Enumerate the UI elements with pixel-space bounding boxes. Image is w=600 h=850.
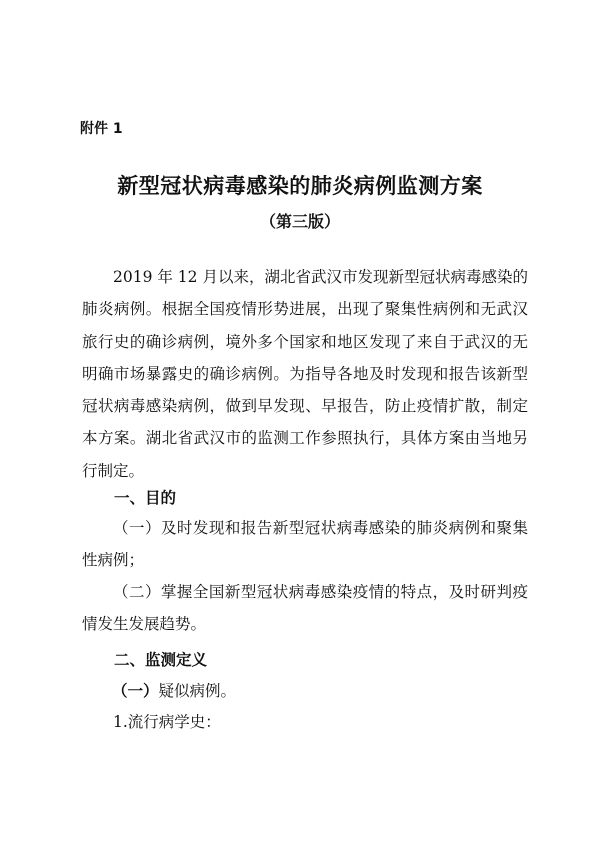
epidemiology-history-item: 1.流行病学史：: [113, 713, 221, 731]
goal-item-2: （二）掌握全国新型冠状病毒感染疫情的特点，及时研判疫情发生发展趋势。: [82, 583, 528, 634]
intro-paragraph: 2019 年 12 月以来，湖北省武汉市发现新型冠状病毒感染的肺炎病例。根据全国疫情形势进展，出现了聚集性病例和无武汉旅行史的确诊病例，境外多个国家和地区发现了来自于武汉的无明确市场暴露史的确诊病例。为指导各地及时发现和报告该新型冠状病毒感染病例，做到早发现、早报告，防止疫情扩散，制定本方案。湖北省武汉市的监测工作参照执行，具体方案由当地另行制定。: [82, 268, 528, 480]
goal-item-1: （一）及时发现和报告新型冠状病毒感染的肺炎病例和聚集性病例；: [82, 519, 528, 570]
section-goal-heading: 一、目的: [114, 489, 177, 507]
subheading-text: 疑似病例。: [158, 682, 237, 700]
document-subtitle: （第三版）: [259, 212, 340, 231]
attachment-label: 附件 1: [80, 121, 123, 137]
section-definition-heading: 二、监测定义: [114, 651, 208, 669]
suspected-case-subheading: [112, 679, 236, 701]
document-title: 新型冠状病毒感染的肺炎病例监测方案: [117, 174, 483, 198]
subheading-number: （一）: [112, 682, 159, 700]
